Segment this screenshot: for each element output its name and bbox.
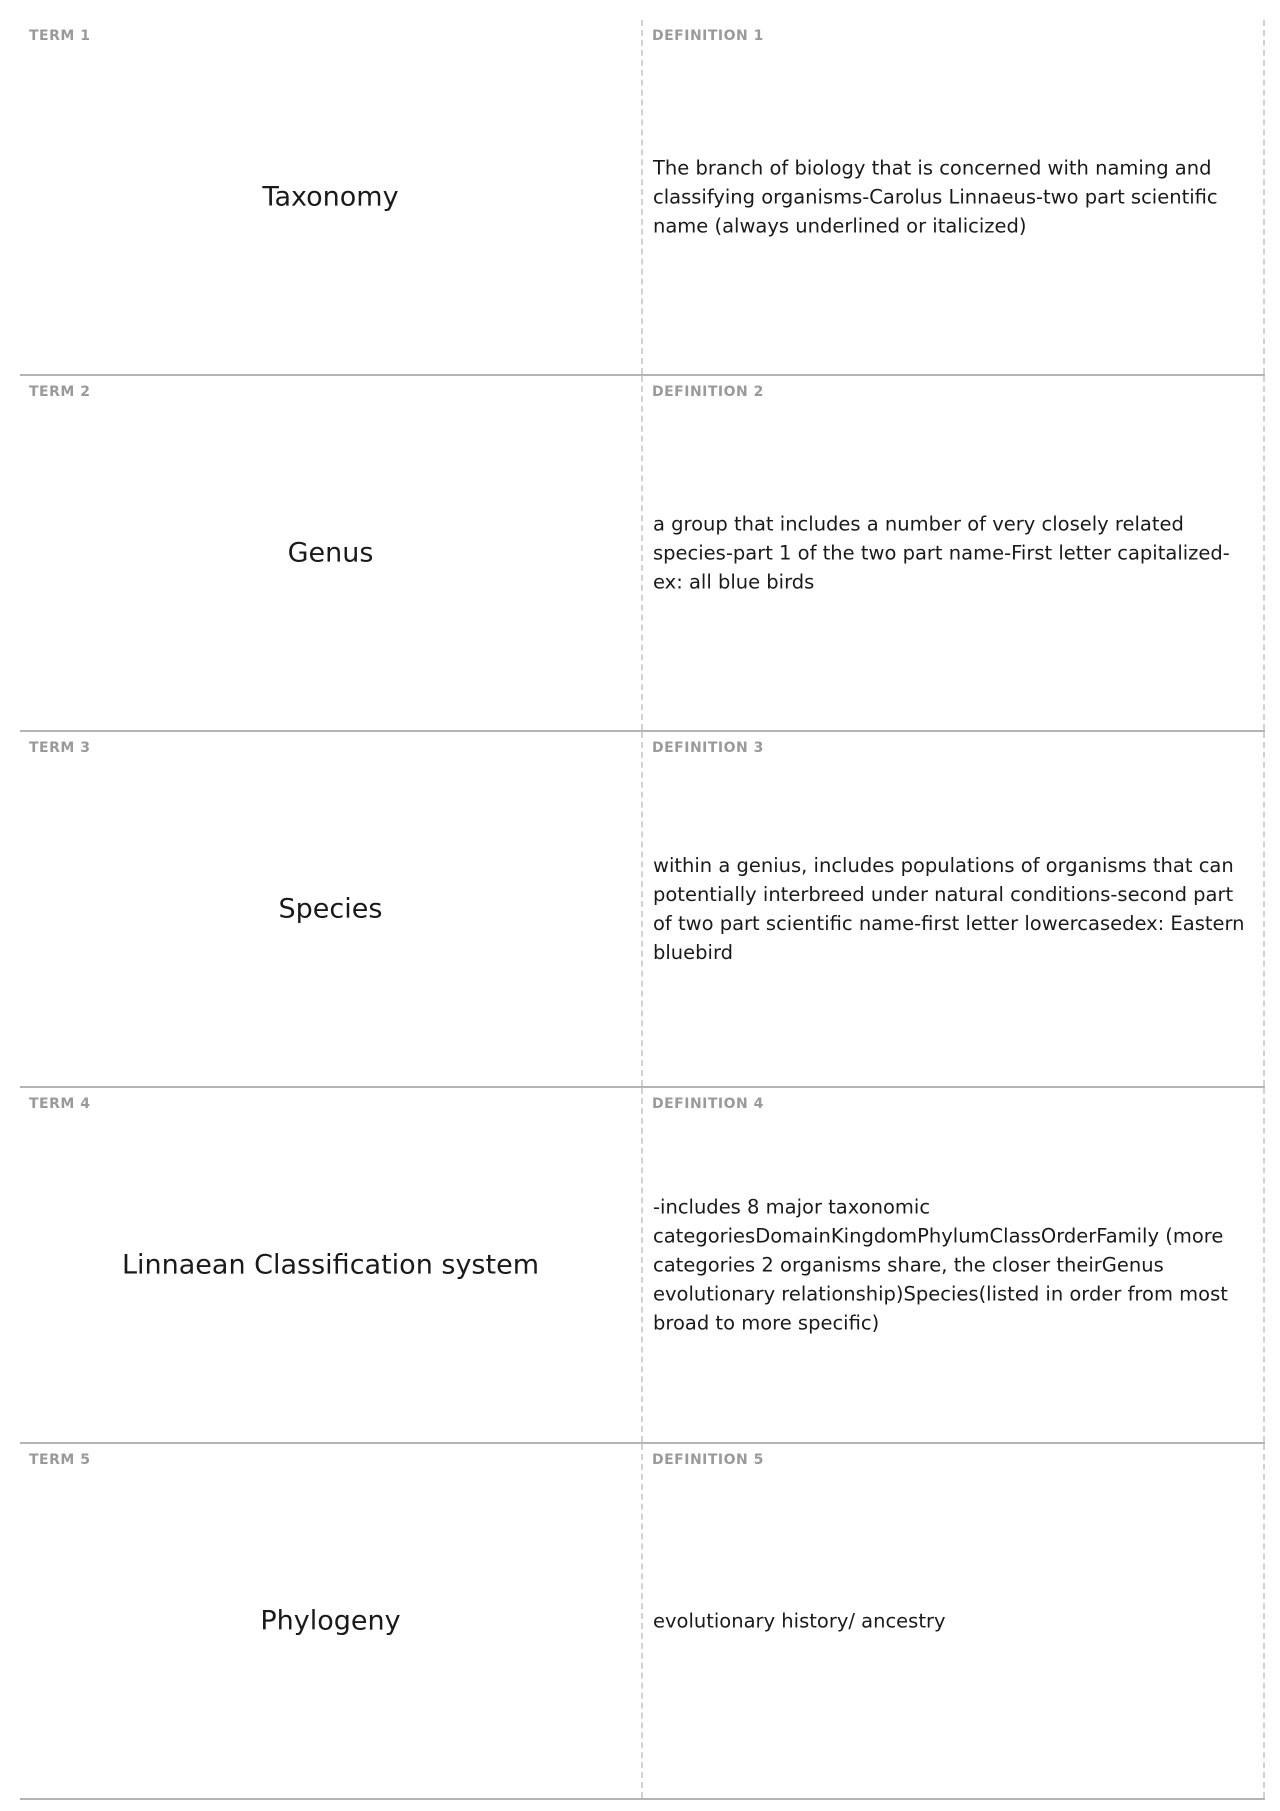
definition-text: within a genius, includes populations of organisms that can potentially interbreed under natural conditions-second part of two part scientific name-first letter lowercasedex: Eastern bluebird	[653, 854, 1245, 964]
term-label: TERM 5	[29, 1452, 91, 1468]
definition-label: DEFINITION 5	[652, 1452, 764, 1468]
term-label: TERM 3	[29, 740, 91, 756]
flashcard-row	[20, 20, 1265, 376]
definition-text: evolutionary history/ ancestry	[653, 1609, 946, 1633]
definition-cell	[643, 20, 1265, 374]
term-text: Species	[278, 893, 383, 925]
term-label: TERM 2	[29, 384, 91, 400]
flashcard-sheet	[20, 20, 1265, 1800]
definition-text: -includes 8 major taxonomic categoriesDomainKingdomPhylumClassOrderFamily (more categories 2 organisms share, the closer theirGenus evolutionary relationship)Species(listed in order from most broad to more specific)	[653, 1195, 1228, 1335]
flashcard-row	[20, 376, 1265, 732]
term-text: Genus	[287, 537, 374, 569]
definition-text: The branch of biology that is concerned with naming and classifying organisms-Carolus Linnaeus-two part scientific name (always underlined or italicized)	[653, 156, 1218, 238]
definition-label: DEFINITION 1	[652, 28, 764, 44]
definition-cell	[643, 1444, 1265, 1798]
term-cell	[20, 732, 643, 1086]
definition-label: DEFINITION 4	[652, 1096, 764, 1112]
definition-cell	[643, 1088, 1265, 1442]
term-label: TERM 1	[29, 28, 91, 44]
definition-label: DEFINITION 3	[652, 740, 764, 756]
term-text: Taxonomy	[262, 181, 399, 213]
term-cell	[20, 376, 643, 730]
definition-cell	[643, 732, 1265, 1086]
term-text: Phylogeny	[260, 1605, 401, 1637]
term-label: TERM 4	[29, 1096, 91, 1112]
term-cell	[20, 1444, 643, 1798]
term-cell	[20, 20, 643, 374]
flashcard-row	[20, 1088, 1265, 1444]
flashcard-row	[20, 732, 1265, 1088]
flashcard-row	[20, 1444, 1265, 1800]
definition-text: a group that includes a number of very closely related species-part 1 of the two part name-First letter capitalized-ex: all blue birds	[653, 512, 1230, 594]
definition-cell	[643, 376, 1265, 730]
term-cell	[20, 1088, 643, 1442]
term-text: Linnaean Classification system	[121, 1249, 539, 1281]
definition-label: DEFINITION 2	[652, 384, 764, 400]
